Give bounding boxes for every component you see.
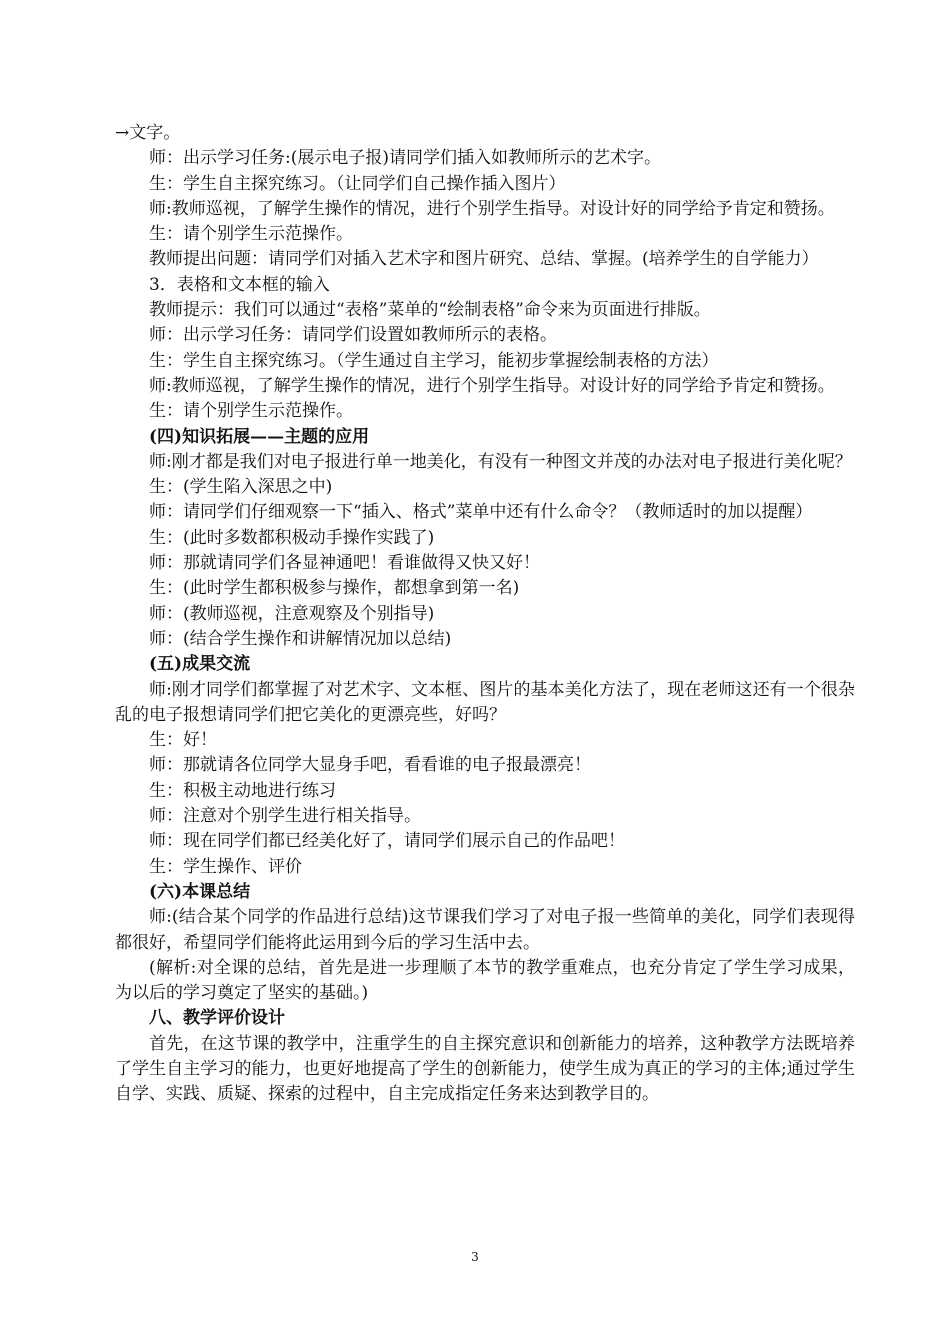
paragraph: 教师提出问题：请同学们对插入艺术字和图片研究、总结、掌握。(培养学生的自学能力） xyxy=(149,249,819,270)
paragraph: 生：(此时多数都积极动手操作实践了) xyxy=(149,527,435,548)
paragraph: 师:教师巡视，了解学生操作的情况，进行个别学生指导。对设计好的同学给予肯定和赞扬。 xyxy=(149,198,835,219)
paragraph: 师：那就请各位同学大显身手吧，看看谁的电子报最漂亮！ xyxy=(149,755,591,776)
paragraph: 师：出示学习任务：请同学们设置如教师所示的表格。 xyxy=(149,325,557,346)
paragraph: 师：请同学们仔细观察一下“插入、格式”菜单中还有什么命令？（教师适时的加以提醒） xyxy=(149,502,813,523)
paragraph: 师：(教师巡视，注意观察及个别指导) xyxy=(149,603,435,624)
paragraph: →文字。 xyxy=(115,123,181,143)
paragraph: 生：学生自主探究练习。（让同学们自己操作插入图片） xyxy=(149,173,566,194)
paragraph: 师：注意对个别学生进行相关指导。 xyxy=(149,806,421,827)
paragraph: (解析:对全课的总结，首先是进一步理顺了本节的教学重难点，也充分肯定了学生学习成果，为以后的学习奠定了坚实的基础。) xyxy=(115,957,855,1004)
section-heading: (四)知识拓展——主题的应用 xyxy=(149,426,370,447)
page-number: 3 xyxy=(471,1250,479,1264)
paragraph: 师:(结合某个同学的作品进行总结)这节课我们学习了对电子报一些简单的美化，同学们表现得都很好，希望同学们能将此运用到今后的学习生活中去。 xyxy=(115,907,855,953)
paragraph: 师：(结合学生操作和讲解情况加以总结) xyxy=(149,628,452,649)
paragraph: 生：学生操作、评价 xyxy=(149,856,302,877)
paragraph: 生：(学生陷入深思之中) xyxy=(149,477,333,498)
section-heading: (五)成果交流 xyxy=(149,654,251,675)
paragraph: 3．表格和文本框的输入 xyxy=(149,274,330,295)
paragraph: 生：请个别学生示范操作。 xyxy=(149,401,353,422)
section-heading: 八、教学评价设计 xyxy=(149,1008,285,1029)
paragraph: 师：出示学习任务:(展示电子报)请同学们插入如教师所示的艺术字。 xyxy=(149,148,661,169)
paragraph: 师:教师巡视，了解学生操作的情况，进行个别学生指导。对设计好的同学给予肯定和赞扬。 xyxy=(149,375,835,396)
section-heading: (六)本课总结 xyxy=(149,881,251,902)
paragraph: 师：那就请同学们各显神通吧！看谁做得又快又好！ xyxy=(149,553,540,574)
paragraph: 生：积极主动地进行练习 xyxy=(149,780,336,801)
paragraph: 生：请个别学生示范操作。 xyxy=(149,224,353,245)
document-body xyxy=(115,121,855,1108)
paragraph: 师:刚才同学们都掌握了对艺术字、文本框、图片的基本美化方法了，现在老师这还有一个很杂乱的电子报想请同学们把它美化的更漂亮些，好吗？ xyxy=(115,679,855,725)
paragraph: 首先，在这节课的教学中，注重学生的自主探究意识和创新能力的培养，这种教学方法既培养了学生自主学习的能力，也更好地提高了学生的创新能力，使学生成为真正的学习的主体;通过学生自学、实践、质疑、探索的过程中，自主完成指定任务来达到教学目的。 xyxy=(115,1033,855,1105)
paragraph: 生：(此时学生都积极参与操作，都想拿到第一名) xyxy=(149,578,520,599)
paragraph: 师:刚才都是我们对电子报进行单一地美化，有没有一种图文并茂的办法对电子报进行美化呢？ xyxy=(149,451,852,472)
paragraph: 生：学生自主探究练习。（学生通过自主学习，能初步掌握绘制表格的方法） xyxy=(149,350,719,371)
paragraph: 生：好！ xyxy=(149,730,217,751)
paragraph: 师：现在同学们都已经美化好了，请同学们展示自己的作品吧！ xyxy=(149,831,625,852)
paragraph: 教师提示：我们可以通过“表格”菜单的“绘制表格”命令来为页面进行排版。 xyxy=(149,300,711,321)
